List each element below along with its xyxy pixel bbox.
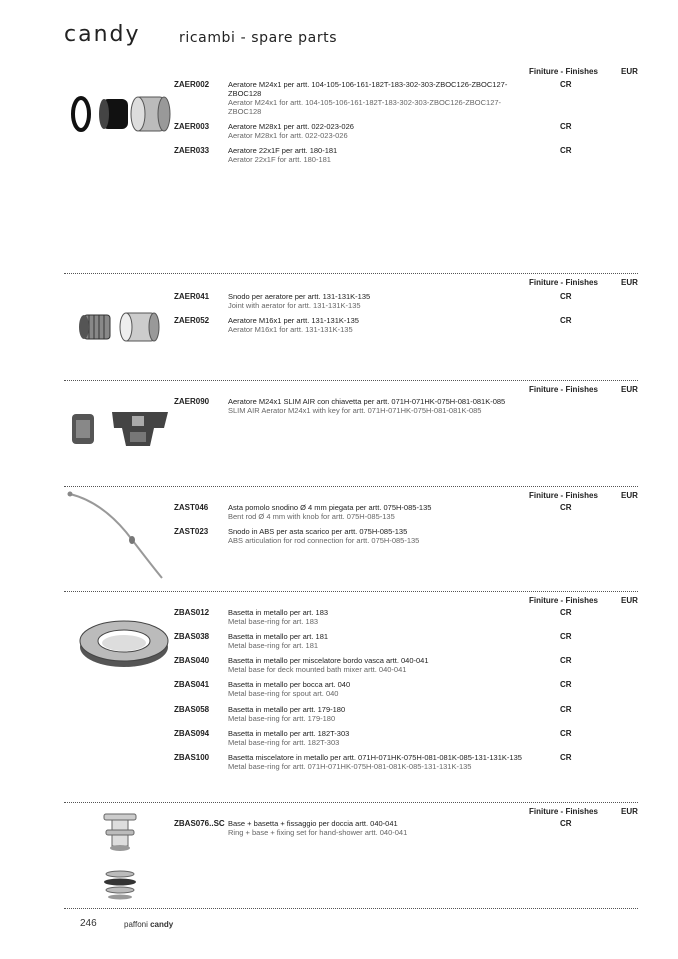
- eur-header: EUR: [621, 385, 638, 394]
- brand-logo: candy: [64, 22, 141, 47]
- aerator-set-icon: [70, 89, 174, 139]
- finishes-header: Finiture - Finishes: [529, 278, 598, 287]
- eur-header: EUR: [621, 67, 638, 76]
- footer-brand: paffoni candy: [124, 920, 174, 929]
- divider: [64, 591, 638, 592]
- item-code: ZAER052: [174, 316, 210, 325]
- item-description: Basetta in metallo per art. 183 Metal base-ring for art. 183: [228, 608, 329, 626]
- item-description: Aeratore M24x1 SLIM AIR con chiavetta per artt. 071H-071HK-075H-081-081K-085 SLIM AIR Aerator M24x1 with key for artt. 071H-071HK-075H-081-081K-085: [228, 397, 506, 415]
- item-finish: CR: [560, 819, 572, 828]
- item-description: Basetta in metallo per art. 181 Metal base-ring for art. 181: [228, 632, 329, 650]
- item-finish: CR: [560, 753, 572, 762]
- item-finish: CR: [560, 680, 572, 689]
- item-code: ZAER002: [174, 80, 210, 89]
- item-code: ZBAS058: [174, 705, 210, 714]
- item-finish: CR: [560, 146, 572, 155]
- item-code: ZAER090: [174, 397, 210, 406]
- divider: [64, 486, 638, 487]
- item-finish: CR: [560, 503, 572, 512]
- item-description: Basetta in metallo per bocca art. 040 Metal base-ring for spout art. 040: [228, 680, 351, 698]
- item-finish: CR: [560, 122, 572, 131]
- eur-header: EUR: [621, 278, 638, 287]
- item-finish: CR: [560, 632, 572, 641]
- item-description: Basetta miscelatore in metallo per artt. 071H-071HK-075H-081-081K-085-131-131K-135 Metal base-ring for artt. 071H-071HK-075H-081-081K-085-131-131K-135: [228, 753, 522, 771]
- item-code: ZAST046: [174, 503, 209, 512]
- divider: [64, 802, 638, 803]
- item-code: ZBAS041: [174, 680, 210, 689]
- item-code: ZBAS094: [174, 729, 210, 738]
- item-finish: CR: [560, 656, 572, 665]
- finishes-header: Finiture - Finishes: [529, 67, 598, 76]
- finishes-header: Finiture - Finishes: [529, 385, 598, 394]
- item-description: Snodo per aeratore per artt. 131-131K-135 Joint with aerator for artt. 131-131K-135: [228, 292, 371, 310]
- eur-header: EUR: [621, 491, 638, 500]
- item-description: Aeratore M24x1 per artt. 104-105-106-161-182T-183-302-303-ZBOC126-ZBOC127-ZBOC128 Aerator M24x1 for artt. 104-105-106-161-182T-183-302-303-ZBOC126-ZBOC127-ZBOC128: [228, 80, 508, 116]
- item-description: Aeratore 22x1F per artt. 180-181 Aerator 22x1F for artt. 180-181: [228, 146, 338, 164]
- item-description: Basetta in metallo per miscelatore bordo vasca artt. 040-041 Metal base for deck mounted bath mixer artt. 040-041: [228, 656, 429, 674]
- item-code: ZBAS040: [174, 656, 210, 665]
- divider: [64, 380, 638, 381]
- item-code: ZBAS076..SC: [174, 819, 225, 828]
- item-finish: CR: [560, 608, 572, 617]
- finishes-header: Finiture - Finishes: [529, 596, 598, 605]
- item-finish: CR: [560, 705, 572, 714]
- base-ring-icon: [76, 613, 172, 673]
- item-description: Basetta in metallo per artt. 182T-303 Metal base-ring for artt. 182T-303: [228, 729, 350, 747]
- item-code: ZBAS012: [174, 608, 210, 617]
- shower-fixing-set-icon: [100, 810, 140, 902]
- divider: [64, 273, 638, 274]
- item-code: ZAER041: [174, 292, 210, 301]
- slim-air-aerator-icon: [68, 406, 172, 452]
- item-description: Aeratore M16x1 per artt. 131-131K-135 Aerator M16x1 for artt. 131-131K-135: [228, 316, 359, 334]
- item-finish: CR: [560, 729, 572, 738]
- item-description: Basetta in metallo per artt. 179-180 Metal base-ring for artt. 179-180: [228, 705, 346, 723]
- eur-header: EUR: [621, 807, 638, 816]
- item-code: ZAER003: [174, 122, 210, 131]
- aerator-joint-icon: [78, 307, 162, 347]
- item-finish: CR: [560, 80, 572, 89]
- bent-rod-icon: [66, 488, 170, 582]
- item-finish: CR: [560, 292, 572, 301]
- item-code: ZAER033: [174, 146, 210, 155]
- item-description: Snodo in ABS per asta scarico per artt. 075H-085-135 ABS articulation for rod connection for artt. 075H-085-135: [228, 527, 420, 545]
- page-number: 246: [80, 918, 97, 929]
- item-code: ZAST023: [174, 527, 209, 536]
- item-description: Base + basetta + fissaggio per doccia artt. 040-041 Ring + base + fixing set for hand-shower artt. 040-041: [228, 819, 408, 837]
- item-description: Asta pomolo snodino Ø 4 mm piegata per artt. 075H-085-135 Bent rod Ø 4 mm with knob for artt. 075H-085-135: [228, 503, 432, 521]
- item-code: ZBAS038: [174, 632, 210, 641]
- page-subtitle: ricambi - spare parts: [179, 30, 338, 46]
- item-finish: CR: [560, 316, 572, 325]
- finishes-header: Finiture - Finishes: [529, 807, 598, 816]
- item-description: Aeratore M28x1 per artt. 022-023-026 Aerator M28x1 for artt. 022-023-026: [228, 122, 354, 140]
- item-code: ZBAS100: [174, 753, 210, 762]
- finishes-header: Finiture - Finishes: [529, 491, 598, 500]
- eur-header: EUR: [621, 596, 638, 605]
